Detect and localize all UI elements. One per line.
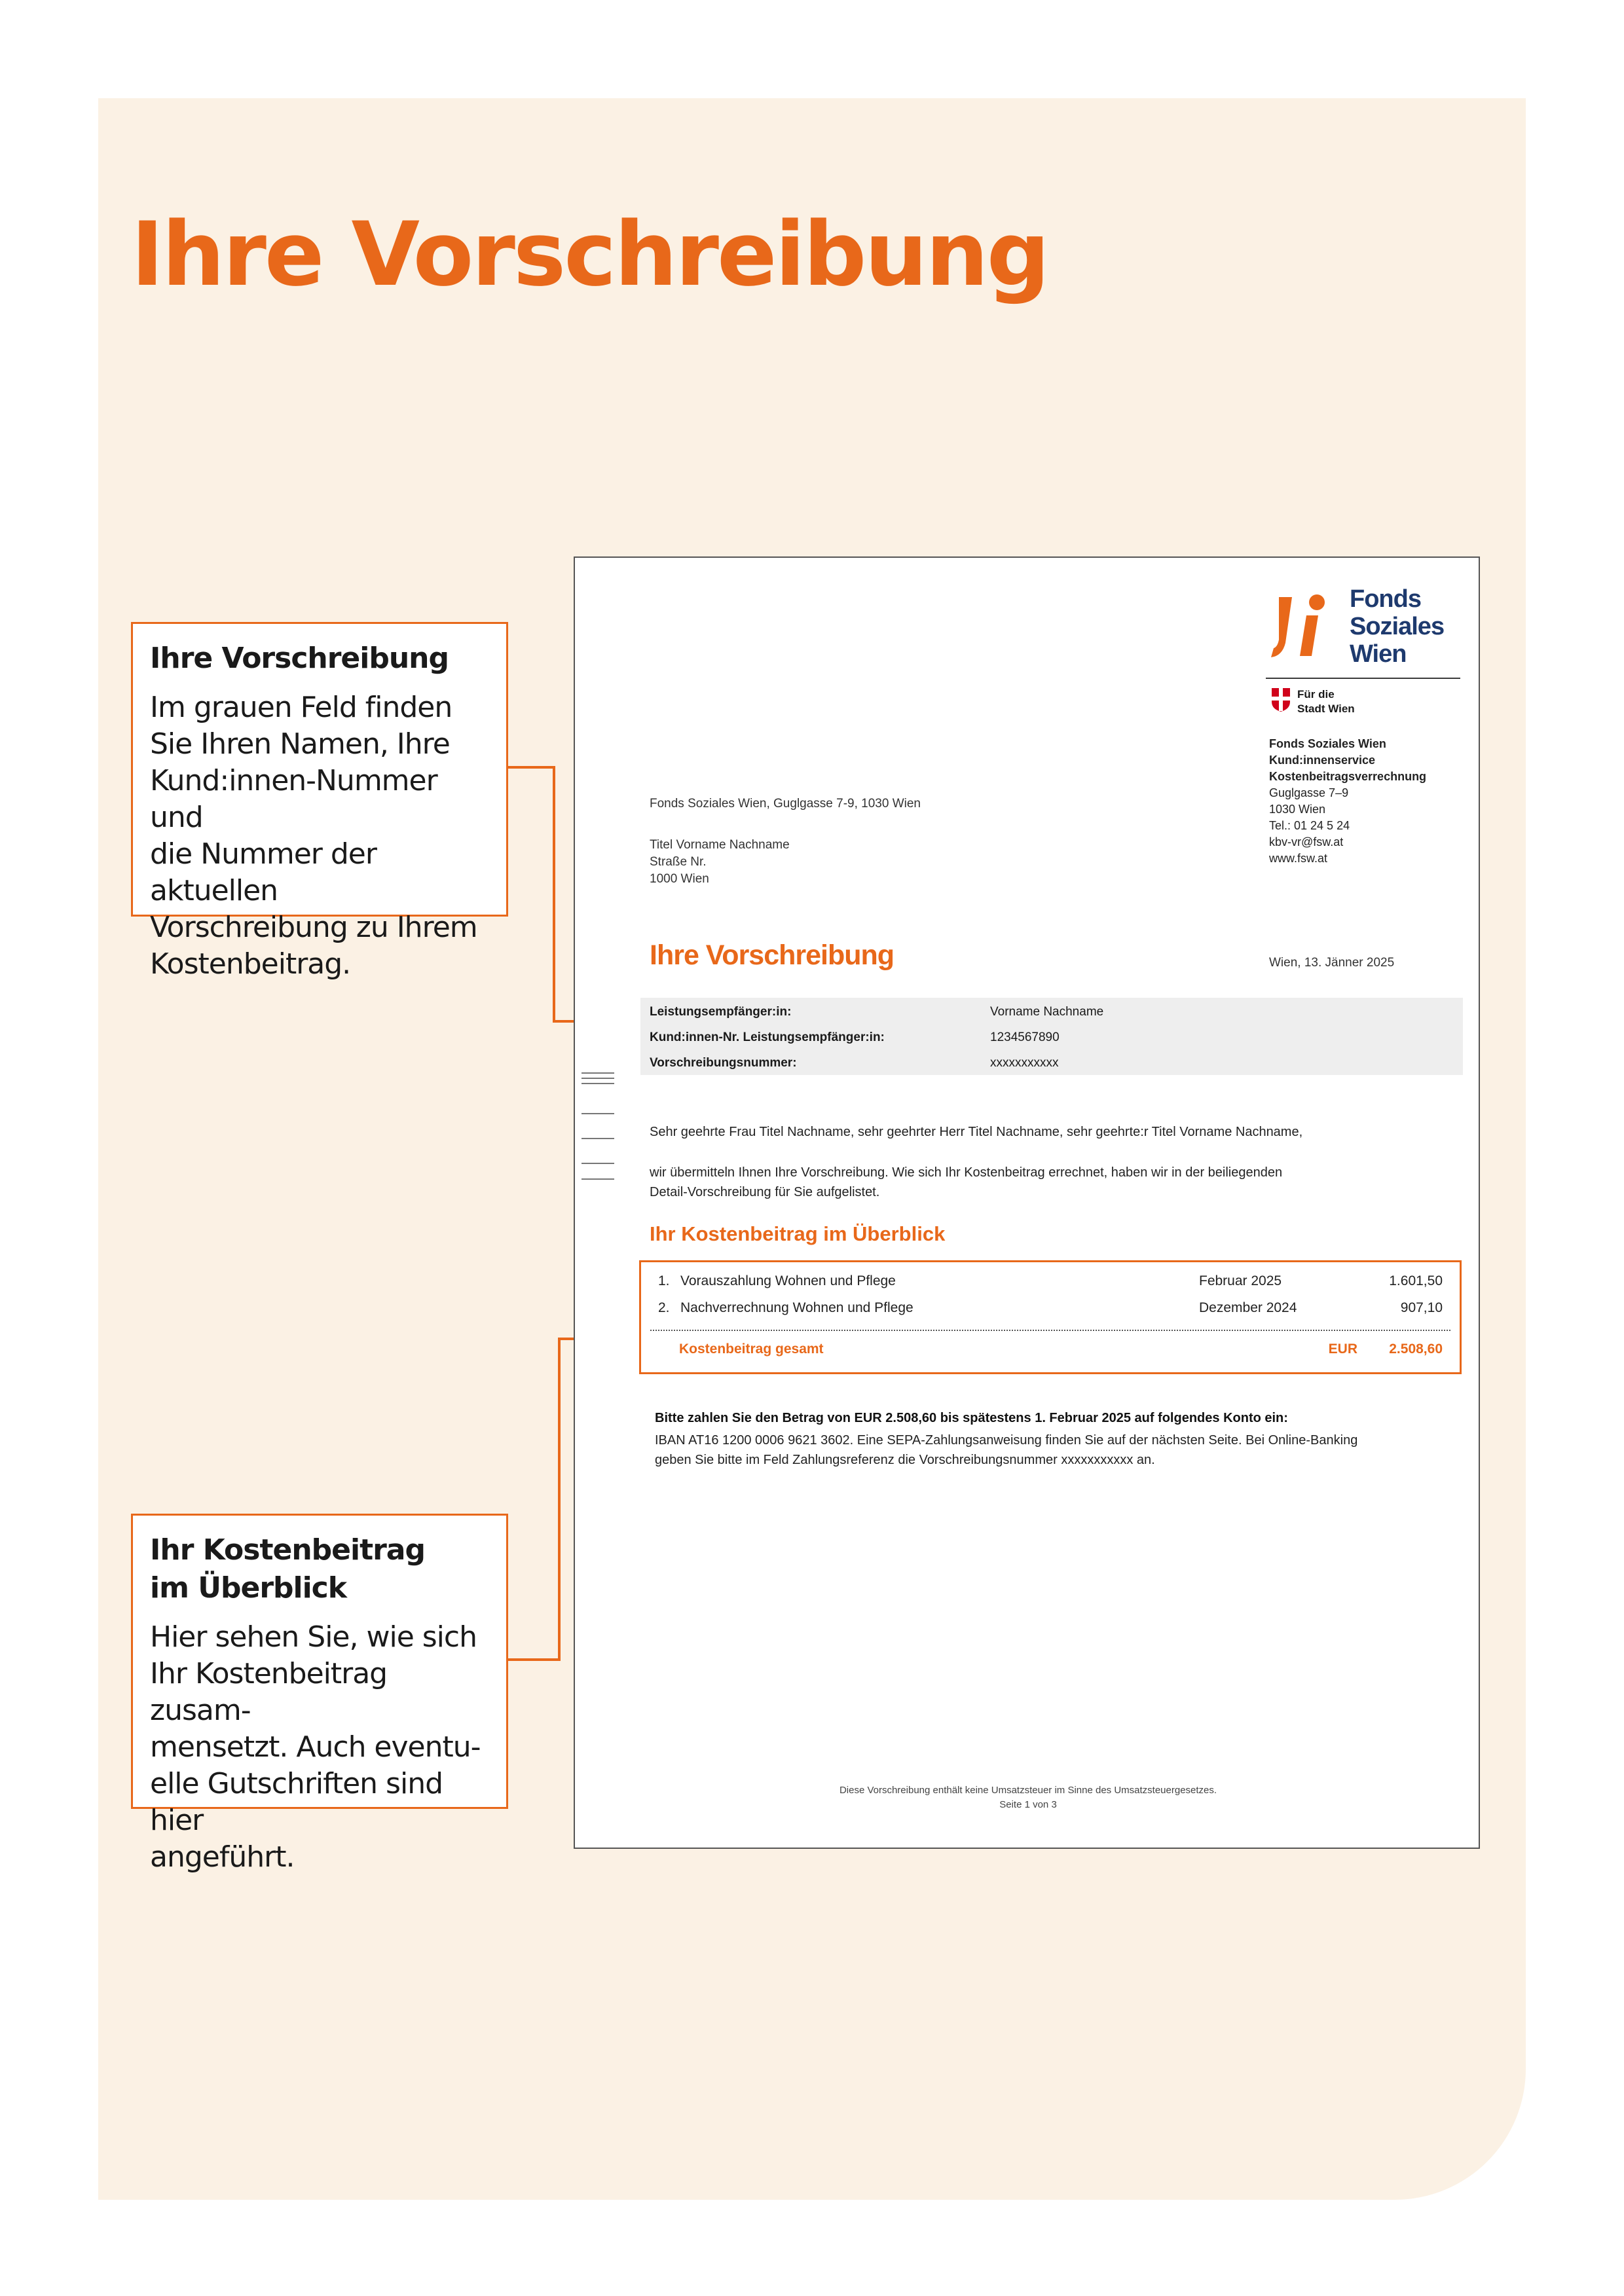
cost-desc: Nachverrechnung Wohnen und Pflege <box>680 1300 913 1315</box>
logo-line: Fonds <box>1350 585 1421 613</box>
callout-line: elle Gutschriften sind hier <box>150 1767 443 1837</box>
tagline-line: Für die <box>1297 688 1335 701</box>
letter-date: Wien, 13. Jänner 2025 <box>1269 956 1395 970</box>
fold-mark <box>581 1083 614 1084</box>
recipient-line: 1000 Wien <box>650 872 709 886</box>
callout-line: Ihr Kostenbeitrag zusam- <box>150 1657 388 1727</box>
cost-num: 2. <box>658 1300 670 1315</box>
recipient-address <box>650 837 790 888</box>
sender-line: Guglgasse 7–9 <box>1269 786 1349 799</box>
callout-kostenbeitrag <box>131 1514 508 1874</box>
sender-line: kbv-vr@fsw.at <box>1269 835 1344 848</box>
letter-title: Ihre Vorschreibung <box>650 939 895 971</box>
sender-line: Kostenbeitragsverrechnung <box>1269 770 1427 783</box>
info-value: Vorname Nachname <box>990 1005 1104 1019</box>
sender-line: 1030 Wien <box>1269 803 1326 816</box>
fold-mark <box>581 1113 614 1114</box>
cost-total-row <box>679 1339 1443 1359</box>
cost-amount: 907,10 <box>1400 1300 1443 1315</box>
total-value: 2.508,60 <box>1389 1341 1443 1357</box>
page-title: Ihre Vorschreibung <box>131 203 1048 306</box>
customer-info-box <box>640 998 1463 1075</box>
callout-text <box>150 1619 489 1876</box>
salutation: Sehr geehrte Frau Titel Nachname, sehr geehrter Herr Titel Nachname, sehr geehrte:r Titel Vorname Nachname, <box>650 1125 1303 1139</box>
callout-line: Kund:innen-Nummer und <box>150 764 437 834</box>
callout-title-line: Ihr Kostenbeitrag <box>150 1533 425 1567</box>
letter-document <box>574 556 1480 1849</box>
callout-text <box>150 689 489 983</box>
sender-block <box>1269 736 1426 867</box>
fold-mark <box>581 1178 614 1180</box>
info-label: Kund:innen-Nr. Leistungsempfänger:in: <box>650 1030 885 1044</box>
callout-title: Ihre Vorschreibung <box>150 642 449 675</box>
info-label: Vorschreibungsnummer: <box>650 1056 797 1070</box>
cost-row <box>658 1298 1443 1318</box>
callout-title <box>150 1531 489 1607</box>
callout-title-line: im Überblick <box>150 1571 347 1605</box>
callout-line: Im grauen Feld finden <box>150 691 452 724</box>
vienna-shield-icon <box>1271 687 1291 712</box>
info-value: xxxxxxxxxxx <box>990 1056 1059 1070</box>
callout-line: die Nummer der aktuellen <box>150 837 377 907</box>
overview-title: Ihr Kostenbeitrag im Überblick <box>650 1222 946 1245</box>
logo-line: Wien <box>1350 640 1407 668</box>
recipient-line: Titel Vorname Nachname <box>650 838 790 852</box>
callout-line: Hier sehen Sie, wie sich <box>150 1620 477 1654</box>
sender-line: Tel.: 01 24 5 24 <box>1269 819 1350 832</box>
tagline-line: Stadt Wien <box>1297 702 1355 715</box>
cost-overview-box <box>639 1260 1462 1374</box>
fold-mark <box>581 1163 614 1164</box>
footer-line: Diese Vorschreibung enthält keine Umsatzsteuer im Sinne des Umsatzsteuergesetzes. <box>839 1785 1217 1796</box>
sender-line: Kund:innenservice <box>1269 754 1376 767</box>
logo-divider <box>1266 678 1460 679</box>
callout-line: angeführt. <box>150 1840 295 1874</box>
payment-line: geben Sie bitte im Feld Zahlungsreferenz die Vorschreibungsnummer xxxxxxxxxxx an. <box>655 1453 1155 1467</box>
cost-separator <box>650 1330 1450 1331</box>
cost-amount: 1.601,50 <box>1389 1273 1443 1288</box>
cost-period: Februar 2025 <box>1199 1273 1282 1288</box>
cost-row <box>658 1271 1443 1291</box>
info-value: 1234567890 <box>990 1030 1060 1044</box>
sender-line: www.fsw.at <box>1269 852 1328 865</box>
fold-mark <box>581 1138 614 1139</box>
fold-mark <box>581 1078 614 1079</box>
payment-line: IBAN AT16 1200 0006 9621 3602. Eine SEPA-Zahlungsanweisung finden Sie auf der nächsten Seite. Bei Online-Banking <box>655 1433 1358 1448</box>
callout-line: Vorschreibung zu Ihrem <box>150 911 477 944</box>
letter-footer <box>575 1783 1481 1812</box>
recipient-line: Straße Nr. <box>650 855 707 869</box>
fold-mark <box>581 1072 614 1074</box>
body-line: wir übermitteln Ihnen Ihre Vorschreibung. Wie sich Ihr Kostenbeitrag errechnet, haben wir in der beiliegenden <box>650 1165 1283 1180</box>
callout-line: mensetzt. Auch eventu- <box>150 1730 481 1764</box>
cost-desc: Vorauszahlung Wohnen und Pflege <box>680 1273 896 1288</box>
cost-period: Dezember 2024 <box>1199 1300 1297 1315</box>
logo-line: Soziales <box>1350 613 1445 640</box>
info-label: Leistungsempfänger:in: <box>650 1005 792 1019</box>
return-address: Fonds Soziales Wien, Guglgasse 7-9, 1030 Wien <box>650 797 921 811</box>
total-currency: EUR <box>1328 1341 1357 1357</box>
sender-line: Fonds Soziales Wien <box>1269 737 1386 750</box>
callout-line: Kostenbeitrag. <box>150 947 351 981</box>
page-number: Seite 1 von 3 <box>999 1799 1057 1810</box>
callout-vorschreibung <box>131 622 508 981</box>
payment-text <box>655 1430 1460 1470</box>
cost-num: 1. <box>658 1273 670 1288</box>
payment-heading: Bitte zahlen Sie den Betrag von EUR 2.508,60 bis spätestens 1. Februar 2025 auf folgendes Konto ein: <box>655 1411 1288 1425</box>
vienna-tagline <box>1297 687 1355 716</box>
body-line: Detail-Vorschreibung für Sie aufgelistet. <box>650 1185 880 1199</box>
fsw-wordmark <box>1350 585 1444 668</box>
callout-line: Sie Ihren Namen, Ihre <box>150 727 450 761</box>
body-text <box>650 1163 1435 1202</box>
total-label: Kostenbeitrag gesamt <box>679 1341 824 1357</box>
